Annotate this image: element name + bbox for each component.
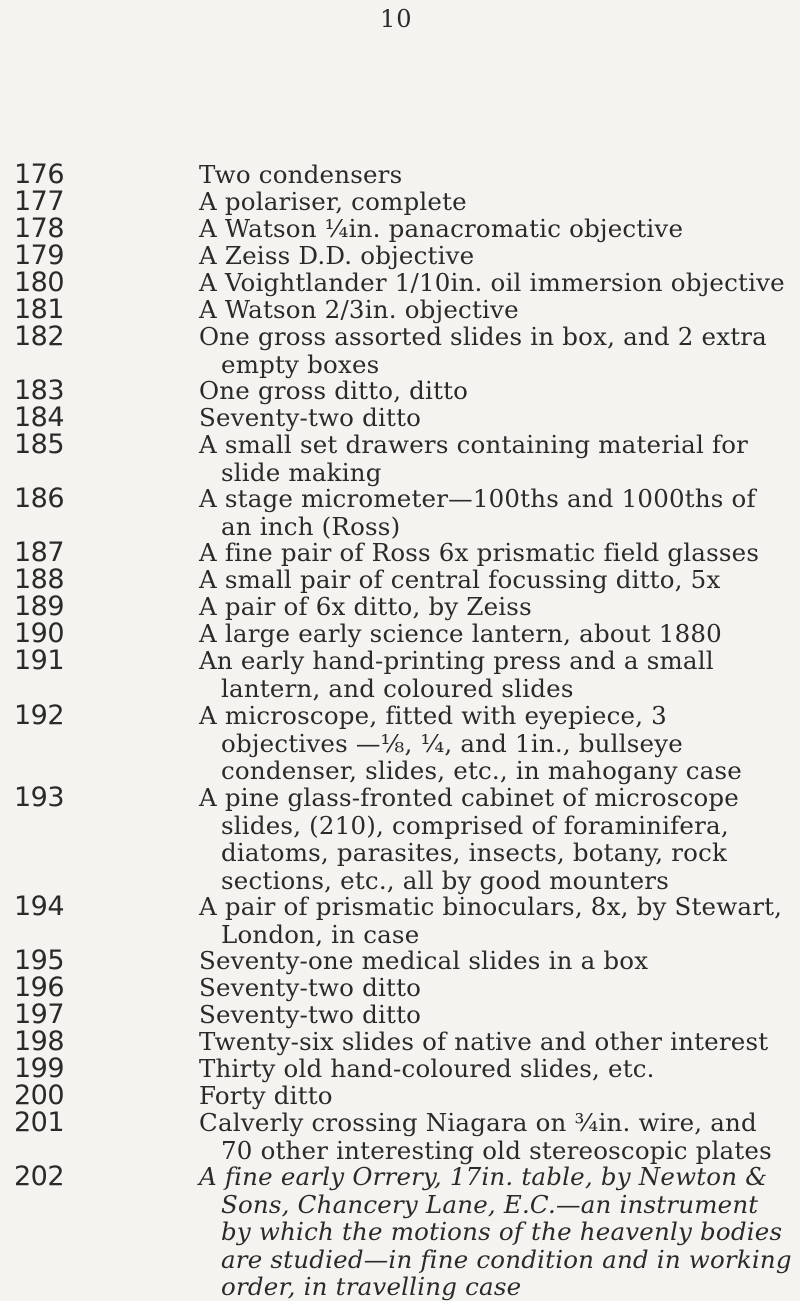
lot-number: 182 xyxy=(14,321,65,352)
lot-number: 186 xyxy=(14,483,65,514)
lot-number: 181 xyxy=(14,294,65,325)
lot-description: A large early science lantern, about 1880 xyxy=(199,619,722,648)
lot-description: Forty ditto xyxy=(199,1081,333,1110)
lot-number: 176 xyxy=(14,159,65,190)
lot-description: A fine pair of Ross 6x prismatic field glasses xyxy=(199,538,760,567)
lot-description: A polariser, complete xyxy=(199,187,467,216)
lot-description: A stage micrometer—100ths and 1000ths of an inch (Ross) xyxy=(199,484,756,541)
lot-description: A pair of 6x ditto, by Zeiss xyxy=(199,592,532,621)
lot-number: 192 xyxy=(14,700,65,731)
lot-description: A fine early Orrery, 17in. table, by Newton & Sons, Chancery Lane, E.C.—an instrument by which the motions of the heavenly bodies are studied—in fine condition and in working order, in travelling case xyxy=(199,1162,792,1301)
lot-description: A microscope, fitted with eyepiece, 3 objectives —⅛, ¼, and 1in., bullseye condenser, slides, etc., in mahogany case xyxy=(199,701,742,785)
lot-description: Seventy-two ditto xyxy=(199,403,422,432)
lot-description: Two condensers xyxy=(199,160,403,189)
page-number: 10 xyxy=(380,5,413,33)
lot-description: Seventy-two ditto xyxy=(199,973,422,1002)
lot-number: 179 xyxy=(14,240,65,271)
lot-number: 185 xyxy=(14,429,65,460)
lot-number: 194 xyxy=(14,891,65,922)
lot-number: 202 xyxy=(14,1161,65,1192)
lot-description: A pine glass-fronted cabinet of microscope slides, (210), comprised of foraminifera, diatoms, parasites, insects, botany, rock sections, etc., all by good mounters xyxy=(199,783,739,895)
lot-number: 200 xyxy=(14,1080,65,1111)
lot-number: 180 xyxy=(14,267,65,298)
lot-number: 187 xyxy=(14,537,65,568)
lot-description: A Voightlander 1/10in. oil immersion objective xyxy=(199,268,785,297)
lot-number: 178 xyxy=(14,213,65,244)
lot-description: A small set drawers containing material for slide making xyxy=(199,430,749,487)
lot-number: 184 xyxy=(14,402,65,433)
lot-description: Seventy-two ditto xyxy=(199,1000,422,1029)
lot-number: 197 xyxy=(14,999,65,1030)
lot-description: A pair of prismatic binoculars, 8x, by Stewart, London, in case xyxy=(199,892,783,949)
lot-number: 199 xyxy=(14,1053,65,1084)
lot-description: A small pair of central focussing ditto, 5x xyxy=(199,565,721,594)
lot-description: Twenty-six slides of native and other interest xyxy=(199,1027,769,1056)
lot-number: 191 xyxy=(14,645,65,676)
lot-description: A Zeiss D.D. objective xyxy=(199,241,475,270)
lot-number: 189 xyxy=(14,591,65,622)
lot-description: Thirty old hand-coloured slides, etc. xyxy=(199,1054,655,1083)
lot-description: A Watson 2/3in. objective xyxy=(199,295,519,324)
lot-number: 183 xyxy=(14,375,65,406)
lot-number: 193 xyxy=(14,782,65,813)
lot-number: 195 xyxy=(14,945,65,976)
lot-number: 188 xyxy=(14,564,65,595)
lot-description: An early hand-printing press and a small lantern, and coloured slides xyxy=(199,646,714,703)
lot-description: Seventy-one medical slides in a box xyxy=(199,946,649,975)
lot-description: A Watson ¼in. panacromatic objective xyxy=(199,214,684,243)
lot-description: One gross ditto, ditto xyxy=(199,376,469,405)
lot-number: 201 xyxy=(14,1107,65,1138)
lot-number: 196 xyxy=(14,972,65,1003)
lot-number: 198 xyxy=(14,1026,65,1057)
lot-number: 190 xyxy=(14,618,65,649)
lot-description: One gross assorted slides in box, and 2 extra empty boxes xyxy=(199,322,767,379)
lot-number: 177 xyxy=(14,186,65,217)
lot-description: Calverly crossing Niagara on ¾in. wire, and 70 other interesting old stereoscopic plates xyxy=(199,1108,772,1165)
